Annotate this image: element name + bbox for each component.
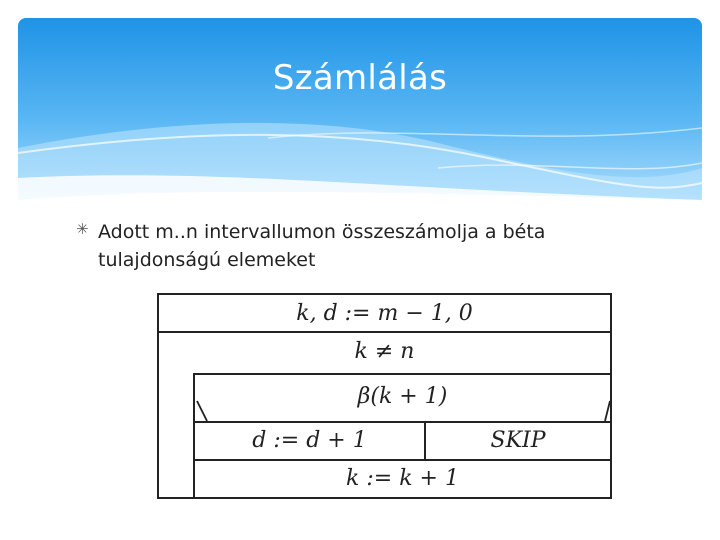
banner-background: [18, 18, 702, 200]
title-banner: [18, 18, 702, 200]
if-condition: β(k + 1): [357, 384, 448, 409]
then-branch: d := d + 1: [195, 423, 426, 461]
init-statement: k, d := m − 1, 0: [159, 295, 610, 333]
else-branch: SKIP: [426, 423, 610, 461]
if-block: [195, 375, 610, 423]
loop-condition: k ≠ n: [354, 339, 415, 364]
slide-title: Számlálás: [272, 58, 448, 98]
increment-statement: k := k + 1: [346, 466, 459, 491]
structogram: [157, 293, 612, 499]
bullet-text: Adott m..n intervallumon összeszámolja a béta tulajdonságú elemeket: [98, 221, 546, 271]
loop-body: [193, 373, 610, 497]
asterisk-icon: ✳: [76, 220, 89, 238]
